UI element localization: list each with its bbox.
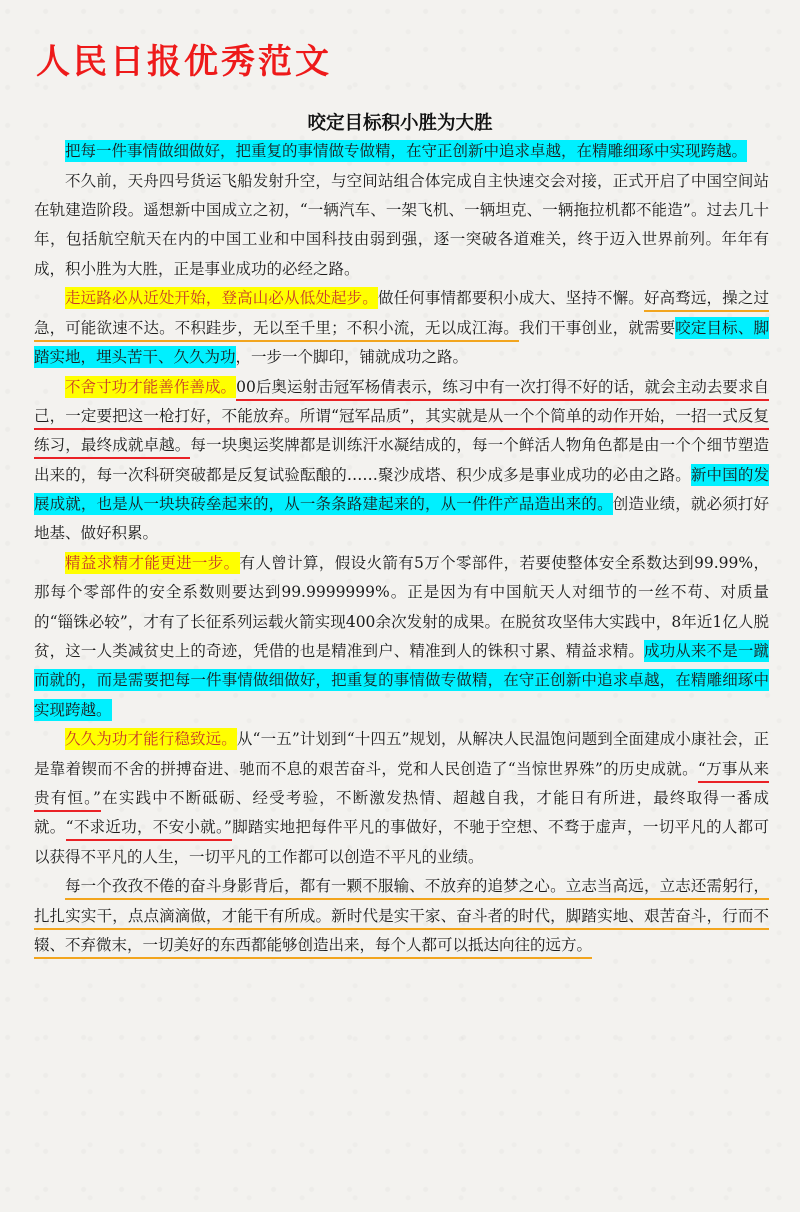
paragraph-section-3 [34, 549, 769, 725]
highlight-text: 咬定目标、脚踏实地，埋头苦干、久久为功 [34, 318, 769, 367]
text-run: ，一步一个脚印，铺就成功之路。 [235, 348, 469, 367]
brand-title: 人民日报优秀范文 [36, 42, 332, 82]
section-heading-3: 精益求精才能更进一步。 [65, 554, 240, 573]
paragraph-section-1 [34, 284, 769, 372]
underlined-quote: “不求近功，不安小就。” [66, 818, 232, 841]
text-run: 从“一五”计划到“十四五”规划，从解决人民温饱问题到全面建成小康社会，正是靠着锲而不舍的拼搏奋进、驰而不息的艰苦奋斗，党和人民创造了“当惊世界殊”的历史成就。 [34, 730, 769, 778]
section-heading-1: 走远路必从近处开始，登高山必从低处起步。 [65, 289, 378, 308]
underlined-text: 每一个孜孜不倦的奋斗身影背后，都有一颗不服输、不放弃的追梦之心。立志当高远，立志还需躬行，扎扎实实干，点点滴滴做，才能干有所成。新时代是实干家、奋斗者的时代，脚踏实地、艰苦奋斗，行而不辍、不弃微末，一切美好的东西都能够创造出来，每个人都可以抵达向往的远方。 [34, 877, 769, 959]
underlined-quote: “万事从来贵有恒。” [34, 760, 769, 812]
paragraph-section-2 [34, 373, 769, 549]
text-run: 做任何事情都要积小成大、坚持不懈。 [377, 289, 644, 308]
section-heading-4: 久久为功才能行稳致远。 [65, 730, 237, 749]
text-run: 脚踏实地把每件平凡的事做好，不驰于空想、不骛于虚声，一切平凡的人都可以获得不平凡的人生，一切平凡的工作都可以创造不平凡的业绩。 [34, 818, 769, 866]
article-body [34, 137, 769, 960]
paragraph-summary [34, 137, 769, 166]
text-run: 创造业绩，就必须打好地基、做好积累。 [34, 495, 769, 543]
article-title: 咬定目标积小胜为大胜 [307, 113, 493, 134]
section-heading-2: 不舍寸功才能善作善成。 [65, 377, 237, 396]
highlight-summary: 把每一件事情做细做好，把重复的事情做专做精，在守正创新中追求卓越，在精雕细琢中实现跨越。 [65, 142, 748, 160]
text-run: 我们干事创业，就需要 [518, 318, 676, 337]
highlight-text: 成功从来不是一蹴而就的，而是需要把每一件事情做细做好，把重复的事情做专做精，在守正创新中追求卓越，在精雕细琢中实现跨越。 [34, 642, 769, 719]
paragraph-intro: 不久前，天舟四号货运飞船发射升空，与空间站组合体完成自主快速交会对接，正式开启了中国空间站在轨建造阶段。遥想新中国成立之初，“一辆汽车、一架飞机、一辆坦克、一辆拖拉机都不能造”。过去几十年，包括航空航天在内的中国工业和中国科技由弱到强，逐一突破各道难关，终于迈入世界前列。年年有成，积小胜为大胜，正是事业成功的必经之路。 [34, 171, 769, 278]
paragraph-section-4 [34, 725, 769, 871]
text-run: 每一块奥运奖牌都是训练汗水凝结成的，每一个鲜活人物角色都是由一个个细节塑造出来的，每一次科研突破都是反复试验酝酿的……聚沙成塔、积少成多是事业成功的必由之路。 [34, 436, 769, 484]
underlined-text: 好高骛远，操之过急，可能欲速不达。不积跬步，无以至千里；不积小流，无以成江海。 [34, 289, 769, 341]
text-run: 在实践中不断砥砺、经受考验，不断激发热情、超越自我，才能日有所进，最终取得一番成就。 [34, 789, 769, 837]
paragraph-conclusion [34, 872, 769, 960]
highlight-text: 新中国的发展成就，也是从一块块砖垒起来的，从一条条路建起来的，从一件件产品造出来的。 [34, 465, 769, 514]
text-run: 有人曾计算，假设火箭有5万个零部件，若要使整体安全系数达到99.99%，那每个零部件的安全系数则要达到99.9999999%。正是因为有中国航天人对细节的一丝不苟、对质量的“锱铢必较”，才有了长征系列运载火箭实现400余次发射的成果。在脱贫攻坚伟大实践中，8年近1亿人脱贫，这一人类减贫史上的奇迹，凭借的也是精准到户、精准到人的铢积寸累、精益求精。 [34, 554, 769, 661]
underlined-text: 00后奥运射击冠军杨倩表示，练习中有一次打得不好的话，就会主动去要求自己，一定要把这一枪打好，不能放弃。所谓“冠军品质”，其实就是从一个个简单的动作开始，一招一式反复练习，最终成就卓越。 [34, 378, 769, 460]
